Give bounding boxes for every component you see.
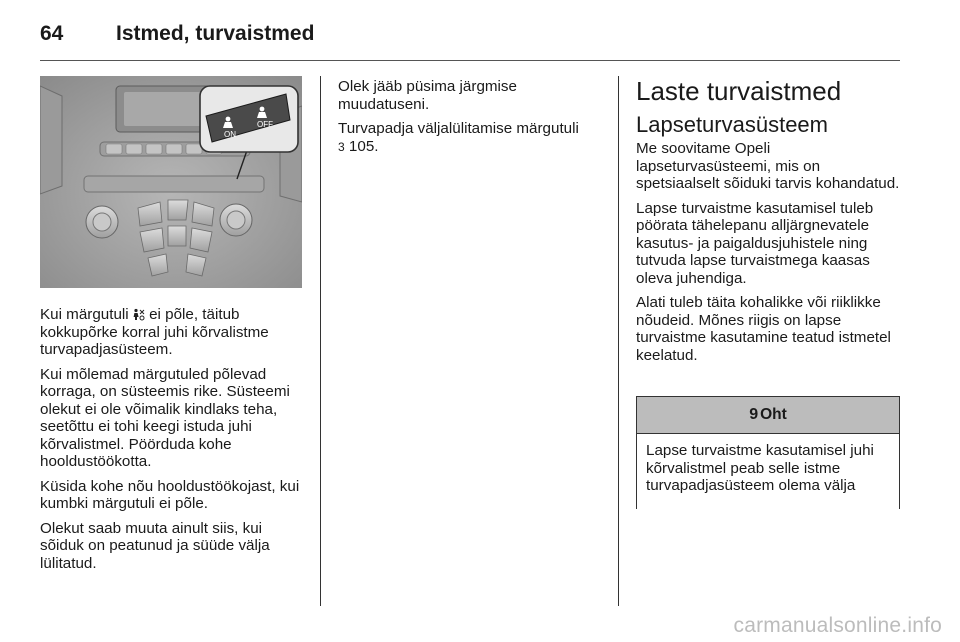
right-paragraph-2: Lapse turvaistme kasutamisel tuleb pöörata tähelepanu alljärgnevatele kasutus- ja paigaldusjuhistele ning tutvuda lapse turvaistmega kaasas oleva juhendiga.	[636, 199, 874, 287]
column-divider-left	[320, 76, 321, 606]
airbag-off-indicator-icon	[133, 308, 145, 321]
page-reference-link[interactable]: 105.	[348, 137, 379, 155]
page-reference-icon: 3	[338, 139, 345, 154]
middle-column	[338, 78, 600, 163]
warning-box	[636, 396, 900, 509]
callout-off-label: OFF	[257, 120, 273, 129]
warning-triangle-icon: 9	[749, 406, 759, 423]
warning-header	[637, 397, 899, 434]
middle-paragraph-2: Turvapadja väljalülitamise märgutuli 3 105.	[338, 120, 579, 155]
column-divider-right	[618, 76, 619, 606]
dashboard-airbag-switch-figure	[40, 76, 302, 288]
warning-text: Lapse turvaistme kasutamisel juhi kõrvalistmel peab selle istme turvapadjasüsteem olema välja	[646, 442, 874, 494]
left-paragraph-2: Kui mõlemad märgutuled põlevad korraga, on süsteemis rike. Süsteemi olekut ei ole võimalik kindlaks teha, seetõttu ei tohi keegi istuda juhi kõrvalistmel. Pöörduda kohe hooldustöökotta.	[40, 365, 290, 470]
left-paragraph-3: Küsida kohe nõu hooldustöökojast, kui kumbki märgutuli ei põle.	[40, 477, 300, 512]
page-header	[40, 14, 900, 60]
callout-on-label: ON	[224, 130, 236, 139]
header-rule	[40, 60, 900, 61]
warning-title: Oht	[760, 406, 787, 423]
right-paragraph-1: Me soovitame Opeli lapseturvasüsteemi, mis on spetsiaalselt sõiduki tarvis kohandatud.	[636, 140, 900, 192]
subsection-heading: Lapseturvasüsteem	[636, 112, 828, 137]
right-column	[636, 76, 902, 371]
section-heading: Laste turvaistmed	[636, 76, 842, 106]
chapter-title: Istmed, turvaistmed	[116, 22, 315, 45]
left-paragraph-4: Olekut saab muuta ainult siis, kui sõiduk on peatunud ja süüde välja lülitatud.	[40, 519, 270, 572]
left-column	[40, 306, 306, 579]
middle-paragraph-1: Olek jääb püsima järgmise muudatuseni.	[338, 78, 517, 113]
page-number: 64	[40, 22, 64, 45]
watermark: carmanualsonline.info	[733, 614, 942, 637]
right-paragraph-3: Alati tuleb täita kohalikke või riiklikke nõudeid. Mõnes riigis on lapse turvaistme kasutamine teatud istmetel keelatud.	[636, 294, 891, 364]
left-paragraph-1: Kui märgutuli ei põle, täitub kokkupõrke korral juhi kõrvalistme turvapadjasüsteem.	[40, 306, 269, 358]
